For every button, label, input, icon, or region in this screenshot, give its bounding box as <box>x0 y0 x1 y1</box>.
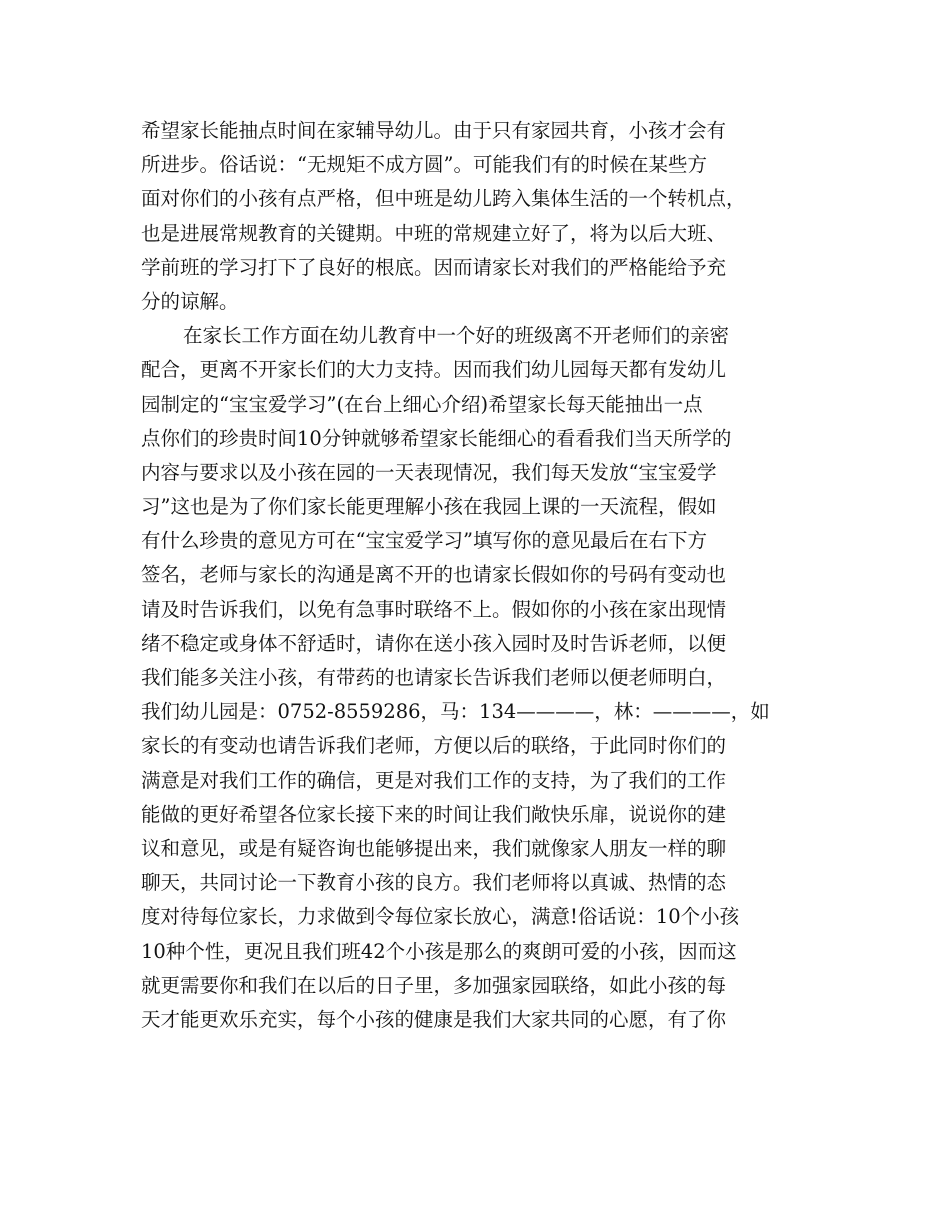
text-line: 园制定的“宝宝爱学习”(在台上细心介绍)希望家长每天能抽出一点 <box>141 392 703 416</box>
text-line: 就更需要你和我们在以后的日子里，多加强家园联络，如此小孩的每 <box>141 973 727 997</box>
text-line: 内容与要求以及小孩在园的一天表现情况，我们每天发放“宝宝爱学 <box>141 460 717 484</box>
text-line: 也是进展常规教育的关键期。中班的常规建立好了，将为以后大班、 <box>141 221 727 245</box>
text-line: 聊天，共同讨论一下教育小孩的良方。我们老师将以真诚、热情的态 <box>141 871 727 895</box>
text-line: 有什么珍贵的意见方可在“宝宝爱学习”填写你的意见最后在右下方 <box>141 529 707 553</box>
text-line: 面对你们的小孩有点严格，但中班是幼儿跨入集体生活的一个转机点， <box>141 187 746 211</box>
text-line: 能做的更好希望各位家长接下来的时间让我们敞快乐扉，说说你的建 <box>141 802 727 826</box>
text-line: 分的谅解。 <box>141 289 239 313</box>
document-body <box>141 114 821 1037</box>
text-line: 所进步。俗话说：“无规矩不成方圆”。可能我们有的时候在某些方 <box>141 153 707 177</box>
text-line: 点你们的珍贵时间10分钟就够希望家长能细心的看看我们当天所学的 <box>141 426 732 450</box>
text-line: 配合，更离不开家长们的大力支持。因而我们幼儿园每天都有发幼儿 <box>141 358 727 382</box>
text-line: 请及时告诉我们，以免有急事时联络不上。假如你的小孩在家出现情 <box>141 597 727 621</box>
text-line: 满意是对我们工作的确信，更是对我们工作的支持，为了我们的工作 <box>141 768 727 792</box>
text-line: 我们能多关注小孩，有带药的也请家长告诉我们老师以便老师明白， <box>141 666 727 689</box>
text-line: 天才能更欢乐充实，每个小孩的健康是我们大家共同的心愿，有了你 <box>141 1007 727 1031</box>
text-line: 在家长工作方面在幼儿教育中一个好的班级离不开老师们的亲密 <box>183 324 730 348</box>
text-line: 家长的有变动也请告诉我们老师，方便以后的联络，于此同时你们的 <box>141 734 727 758</box>
text-line: 我们幼儿园是：0752-8559286，马：134————，林：————，如 <box>141 700 770 724</box>
paragraph <box>141 319 821 1037</box>
text-line: 绪不稳定或身体不舒适时，请你在送小孩入园时及时告诉老师，以便 <box>141 631 727 655</box>
text-line: 10种个性，更况且我们班42个小孩是那么的爽朗可爱的小孩，因而这 <box>141 939 737 963</box>
text-line: 学前班的学习打下了良好的根底。因而请家长对我们的严格能给予充 <box>141 255 727 279</box>
text-line: 习”这也是为了你们家长能更理解小孩在我园上课的一天流程，假如 <box>141 495 717 519</box>
paragraph <box>141 114 821 319</box>
text-line: 度对待每位家长，力求做到令每位家长放心，满意!俗话说：10个小孩 <box>141 905 740 929</box>
text-line: 希望家长能抽点时间在家辅导幼儿。由于只有家园共育，小孩才会有 <box>141 119 727 142</box>
text-line: 签名，老师与家长的沟通是离不开的也请家长假如你的号码有变动也 <box>141 563 727 587</box>
text-line: 议和意见，或是有疑咨询也能够提出来，我们就像家人朋友一样的聊 <box>141 836 727 860</box>
